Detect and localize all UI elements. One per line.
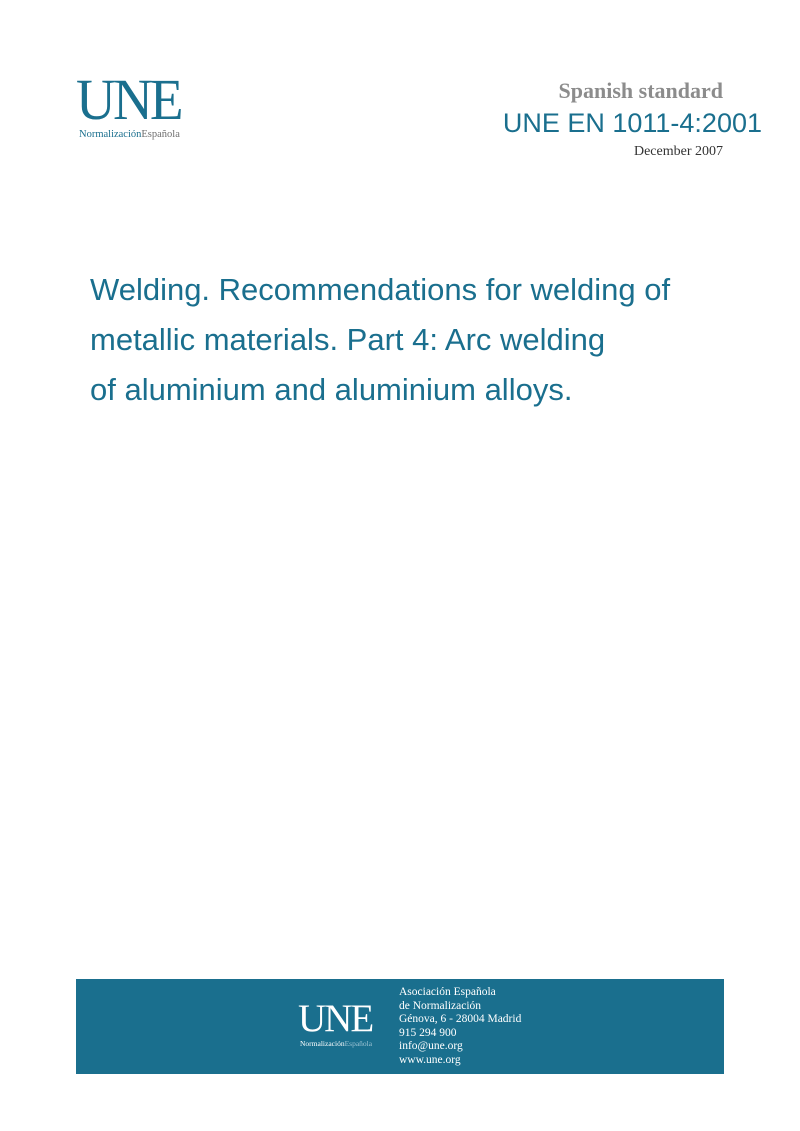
- footer-band: [76, 979, 724, 1074]
- address-line-email: info@une.org: [399, 1040, 463, 1053]
- logo-sub-normalizacion: Normalización: [79, 129, 142, 140]
- title-line: metallic materials. Part 4: Arc welding: [90, 322, 606, 357]
- address-line-phone: 915 294 900: [399, 1026, 457, 1039]
- une-logo-footer: [298, 997, 373, 1048]
- standard-number: UNE EN 1011-4:2001: [502, 108, 762, 138]
- title-line: Welding. Recommendations for welding of: [90, 272, 671, 307]
- logo-footer-sub-normalizacion: Normalización: [300, 1039, 345, 1048]
- une-logo-footer-mark: UNE: [298, 997, 373, 1040]
- standard-type-label: Spanish standard: [558, 78, 723, 103]
- une-logo-footer-subtitle: [300, 1039, 372, 1048]
- address-line-organization: Asociación Española: [399, 986, 496, 998]
- address-line-organization-2: de Normalización: [399, 999, 482, 1012]
- standard-date: December 2007: [633, 144, 723, 159]
- contact-address: [399, 986, 521, 1068]
- une-logo: [76, 67, 216, 141]
- title-line: of aluminium and aluminium alloys.: [90, 372, 573, 407]
- logo-footer-sub-espanola: Española: [344, 1039, 373, 1048]
- standard-header: [503, 78, 762, 161]
- address-line-website: www.une.org: [399, 1053, 461, 1066]
- logo-sub-espanola: Española: [141, 129, 180, 140]
- une-logo-mark: UNE: [76, 67, 181, 132]
- address-line-street: Génova, 6 - 28004 Madrid: [399, 1013, 522, 1026]
- document-title: [90, 265, 730, 415]
